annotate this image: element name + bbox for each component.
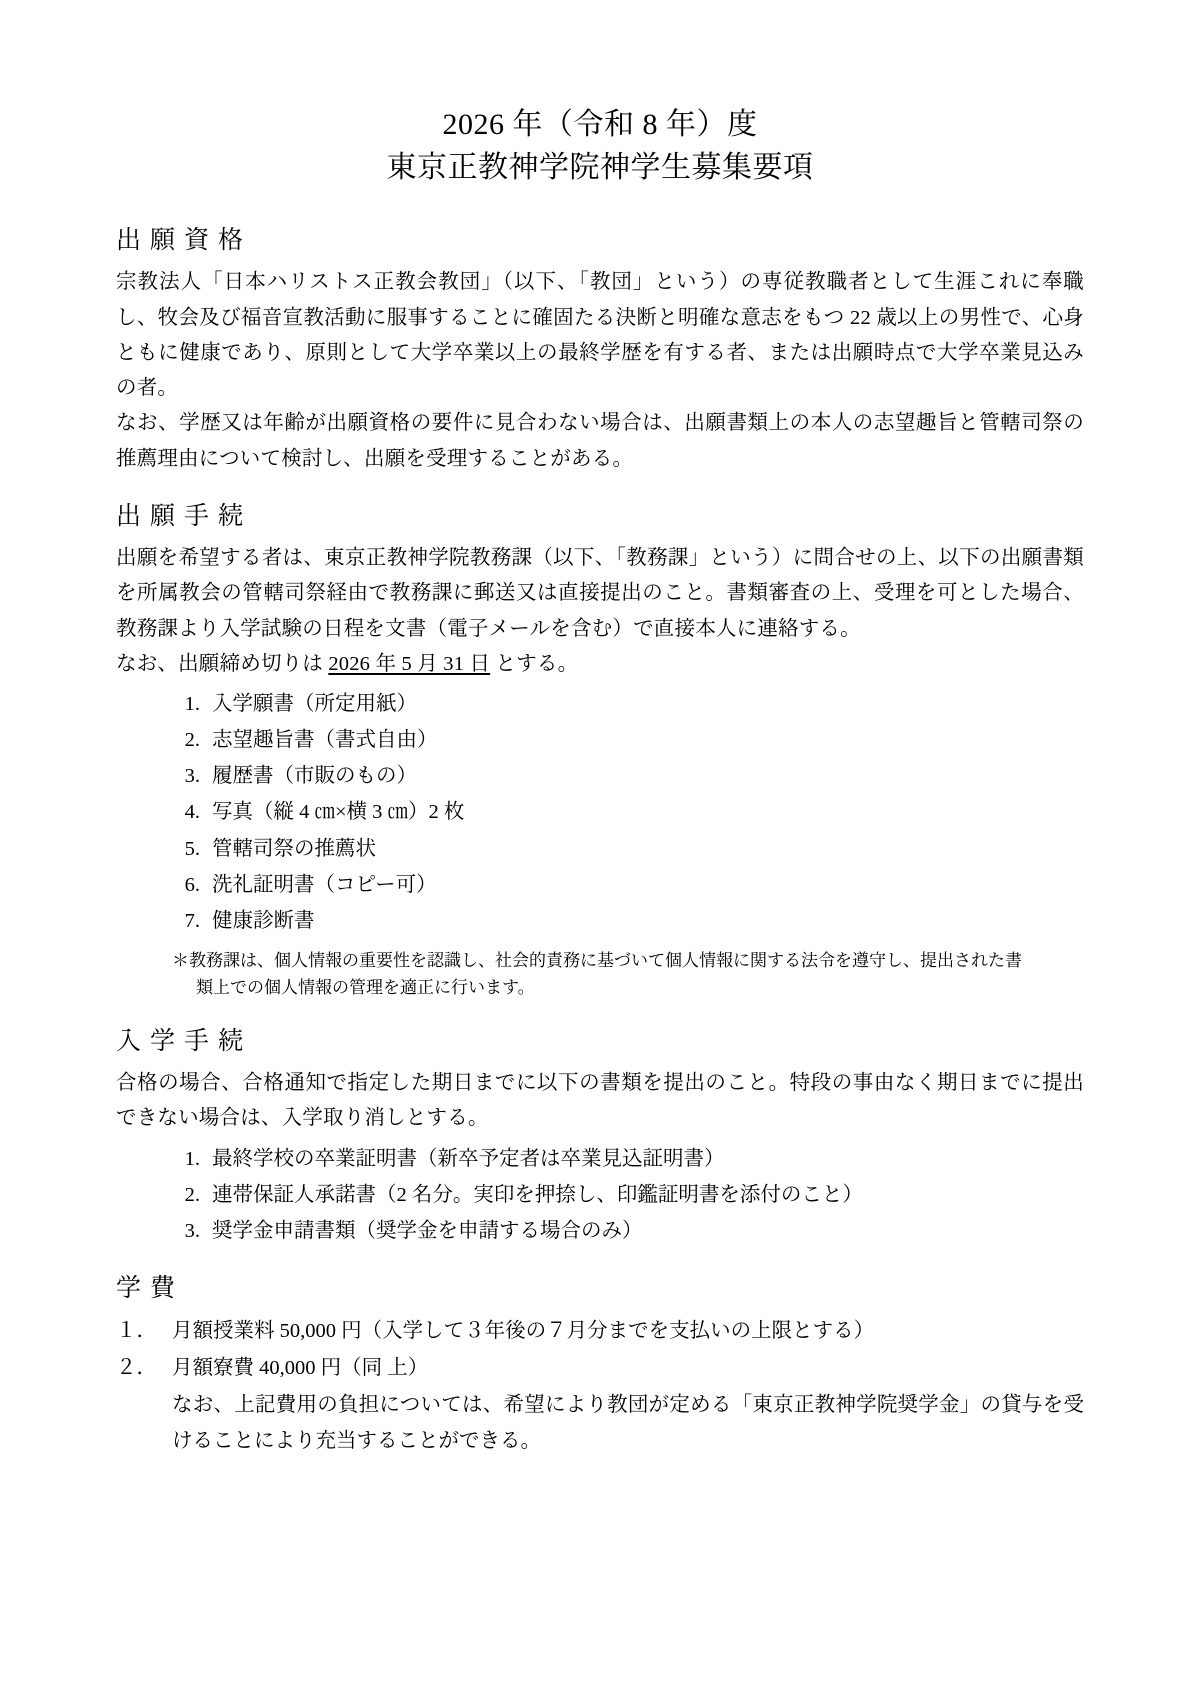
privacy-note-line-1: ＊教務課は、個人情報の重要性を認識し、社会的責務に基づいて個人情報に関する法令を遵守し、提出された書 (172, 950, 1022, 970)
section-enrollment-procedure (116, 1024, 1084, 1249)
list-item: 入学願書（所定用紙） (212, 693, 417, 716)
section-heading-enrollment-procedure: 入学手続 (116, 1027, 253, 1055)
privacy-note-line-2: 類上での個人情報の管理を適正に行います。 (196, 978, 535, 998)
list-item: 洗礼証明書（コピー可） (212, 873, 437, 896)
qualifications-paragraph-1: 宗教法人「日本ハリストス正教会教団」（以下、「教団」という）の専従教職者として生涯これに奉職し、牧会及び福音宣教活動に服事することに確固たる決断と明確な意志をもつ 22 歳以上の男性で、心身ともに健康であり、原則として大学卒業以上の最終学歴を有する者、または出願時点で大学卒業見込みの者。 (116, 271, 1084, 400)
fee-text: 月額寮費 40,000 円（同 上） (172, 1356, 429, 1379)
enrollment-documents-list (116, 1141, 1084, 1249)
section-heading-tuition: 学費 (116, 1274, 185, 1302)
fee-marker: １． (116, 1320, 157, 1343)
qualifications-paragraph-2: なお、学歴又は年齢が出願資格の要件に見合わない場合は、出願書類上の本人の志望趣旨と管轄司祭の推薦理由について検討し、出願を受理することがある。 (116, 412, 1084, 470)
tuition-note: なお、上記費用の負担については、希望により教団が定める「東京正教神学院奨学金」の貸与を受けることにより充当することができる。 (172, 1394, 1084, 1452)
section-heading-qualifications: 出願資格 (116, 227, 253, 255)
list-item: 履歴書（市販のもの） (212, 765, 417, 788)
list-item: 管轄司祭の推薦状 (212, 837, 376, 860)
list-item: 健康診断書 (212, 909, 315, 932)
list-item (116, 1350, 1084, 1386)
list-item: 写真（縦 4 ㎝×横 3 ㎝）2 枚 (212, 801, 465, 824)
tuition-fee-list (116, 1313, 1084, 1386)
deadline-suffix: とする。 (490, 652, 579, 675)
section-tuition (116, 1271, 1084, 1460)
privacy-note (172, 947, 1084, 1002)
list-item: 最終学校の卒業証明書（新卒予定者は卒業見込証明書） (212, 1147, 725, 1170)
application-documents-list (116, 686, 1084, 939)
section-qualifications (116, 223, 1084, 477)
list-item: 志望趣旨書（書式自由） (212, 729, 438, 752)
page-title-line-2: 東京正教神学院神学生募集要項 (386, 150, 814, 184)
list-item: 連帯保証人承諾書（2 名分。実印を押捺し、印鑑証明書を添付のこと） (212, 1183, 863, 1206)
deadline-prefix: なお、出願締め切りは (116, 652, 329, 675)
enrollment-procedure-paragraph-1: 合格の場合、合格通知で指定した期日までに以下の書類を提出のこと。特段の事由なく期日までに提出できない場合は、入学取り消しとする。 (116, 1072, 1084, 1130)
deadline-date: 2026 年 5 月 31 日 (328, 652, 491, 675)
application-procedure-paragraph-1: 出願を希望する者は、東京正教神学院教務課（以下、「教務課」という）に問合せの上、以下の出願書類を所属教会の管轄司祭経由で教務課に郵送又は直接提出のこと。書類審査の上、受理を可とした場合、教務課より入学試験の日程を文書（電子メールを含む）で直接本人に連絡する。 (116, 547, 1084, 640)
fee-marker: ２． (116, 1356, 157, 1379)
list-item (116, 1313, 1084, 1349)
list-item: 奨学金申請書類（奨学金を申請する場合のみ） (212, 1219, 643, 1242)
application-deadline-line (116, 647, 1084, 682)
page-title-line-1: 2026 年（令和 8 年）度 (442, 108, 758, 141)
fee-text: 月額授業料 50,000 円（入学して３年後の７月分までを支払いの上限とする） (172, 1320, 875, 1343)
section-application-procedure (116, 499, 1084, 1002)
section-heading-application-procedure: 出願手続 (116, 502, 253, 530)
page-title (116, 104, 1084, 189)
